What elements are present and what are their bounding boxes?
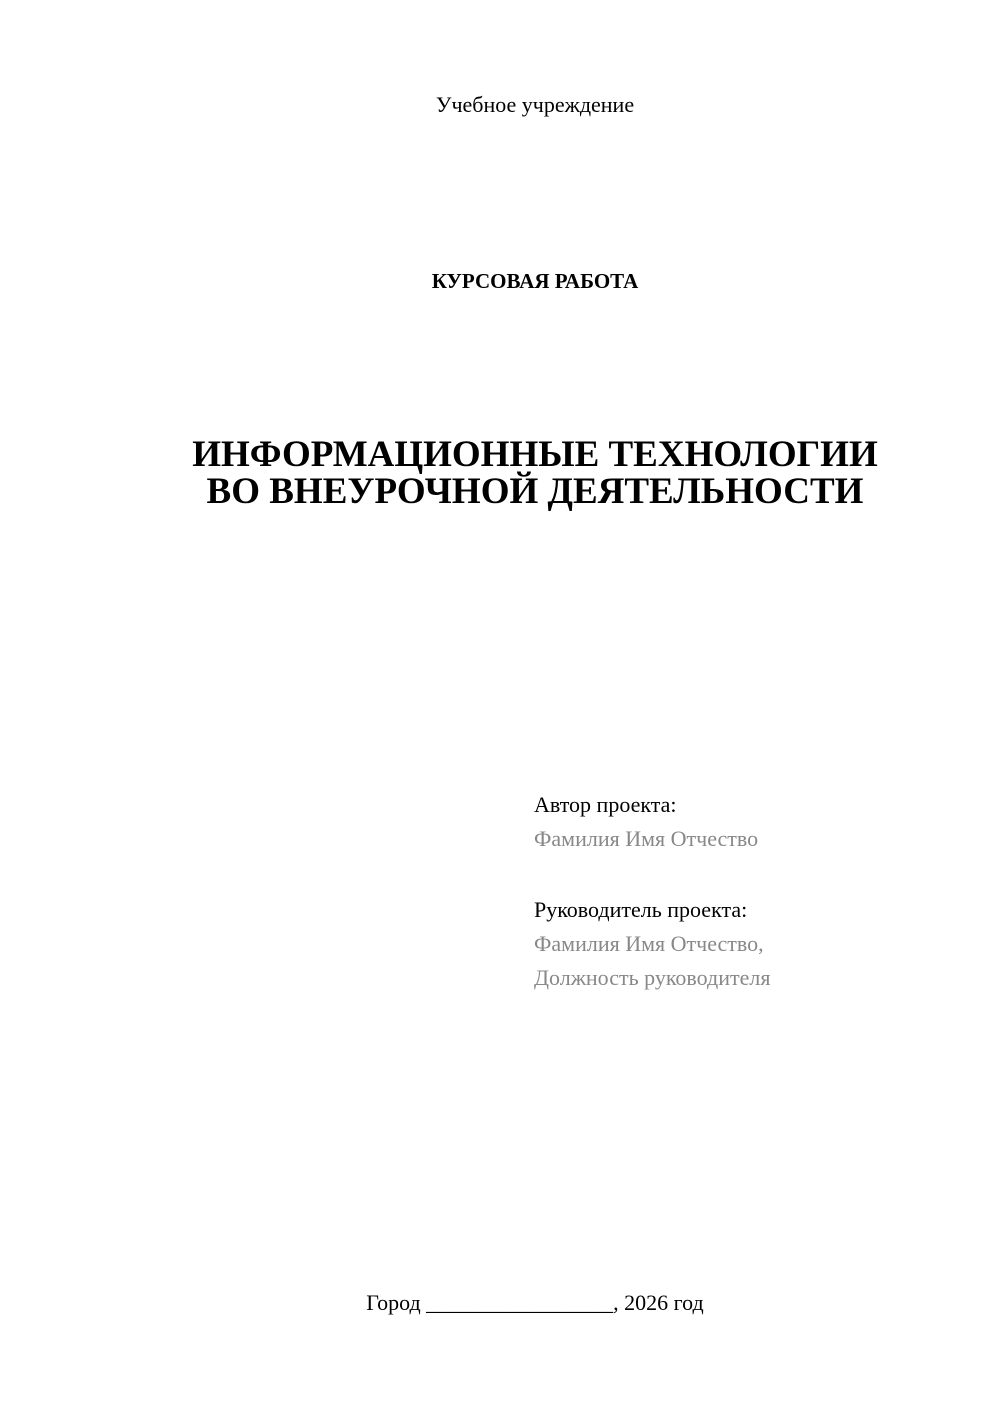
title-line-2: ВО ВНЕУРОЧНОЙ ДЕЯТЕЛЬНОСТИ (206, 471, 864, 512)
supervisor-position-placeholder: Должность руководителя (534, 965, 771, 990)
work-type-heading: КУРСОВАЯ РАБОТА (431, 269, 639, 293)
institution-name: Учебное учреждение (435, 92, 635, 117)
project-info-block (534, 788, 954, 995)
author-name-placeholder: Фамилия Имя Отчество (534, 826, 759, 851)
document-title (0, 436, 1000, 510)
supervisor-name-placeholder: Фамилия Имя Отчество, (534, 931, 764, 956)
author-label: Автор проекта: (534, 792, 677, 817)
info-spacer (534, 856, 954, 893)
title-line-1: ИНФОРМАЦИОННЫЕ ТЕХНОЛОГИИ (192, 434, 878, 475)
city-year-line: Город _________________, 2026 год (366, 1290, 704, 1315)
supervisor-label: Руководитель проекта: (534, 897, 748, 922)
